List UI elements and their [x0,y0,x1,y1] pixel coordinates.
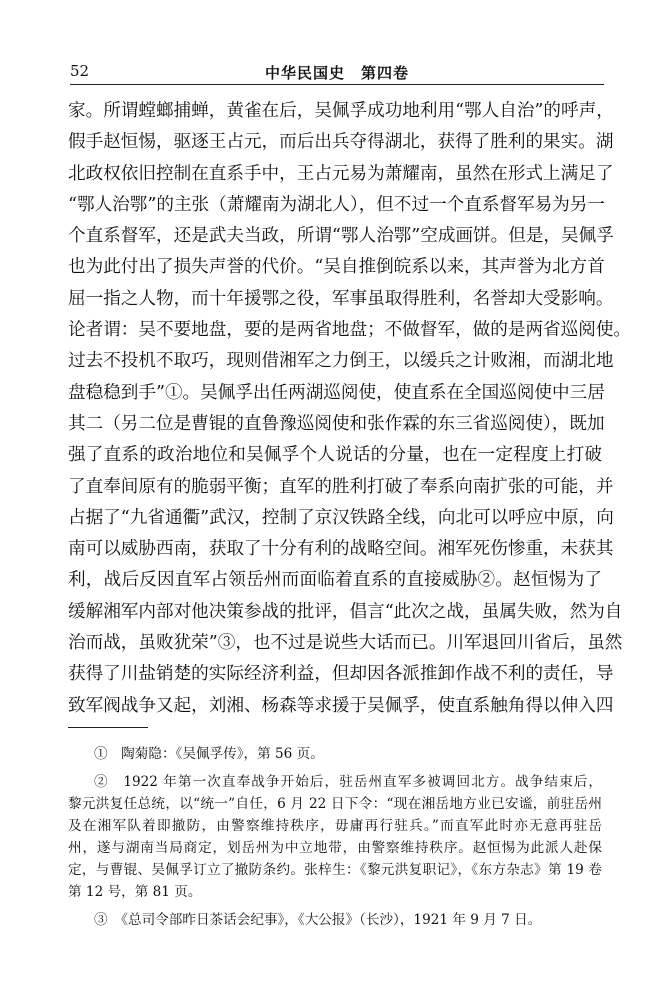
footnote-divider [68,727,148,728]
text-line: 过去不投机不取巧，现则借湘军之力倒王，以缓兵之计败湘，而湖北地 [68,351,614,372]
text-line: “鄂人治鄂”的主张（萧耀南为湖北人），但不过一个直系督军易为另一 [68,194,606,215]
text-line: 利，战后反因直军占领岳州而面临着直系的直接威胁②。赵恒惕为了 [68,570,602,591]
footnote-2-line: 州，遂与湖南当局商定，划岳州为中立地带，由警察维持秩序。赵恒惕为此派人赴保 [68,840,602,856]
text-line: 获得了川盐销楚的实际经济利益，但却因各派推卸作战不利的责任，导 [68,664,614,685]
page-header [70,62,604,85]
footnote-2-line: 第 12 号，第 81 页。 [68,884,202,900]
footnote-2-line: 黎元洪复任总统，以“统一”自任，6 月 22 日下令：“现在湘岳地方业已安谧，前驻岳州 [68,796,602,812]
text-line: 也为此付出了损失声誉的代价。“吴自推倒皖系以来，其声誉为北方首 [68,257,605,278]
text-line: 占据了“九省通衢”武汉，控制了京汉铁路全线，向北可以呼应中原，向 [68,507,614,528]
main-text [68,96,632,722]
footnote-2-line: 及在湘军队着即撤防，由警察维持秩序，毋庸再行驻兵。”而直军此时亦无意再驻岳 [68,818,602,834]
text-line: 其二（另二位是曹锟的直鲁豫巡阅使和张作霖的东三省巡阅使），既加 [68,413,605,434]
text-line: 了直奉间原有的脆弱平衡；直军的胜利打破了奉系向南扩张的可能，并 [68,476,614,497]
text-line: 盘稳稳到手”①。吴佩孚出任两湖巡阅使，使直系在全国巡阅使中三居 [68,382,605,403]
footnotes [68,743,602,931]
text-line: 个直系督军，还是武夫当政，所谓“鄂人治鄂”空成画饼。但是，吴佩孚 [68,226,614,247]
text-line: 家。所谓螳螂捕蝉，黄雀在后，吴佩孚成功地利用“鄂人自治”的呼声， [68,101,614,121]
footnote-2-line: ② 1922 年第一次直奉战争开始后，驻岳州直军多被调回北方。战争结束后， [94,774,602,790]
text-line: 假手赵恒惕，驱逐王占元，而后出兵夺得湖北，获得了胜利的果实。湖 [68,132,614,153]
running-title: 中华民国史 第四卷 [264,64,409,82]
text-line: 北政权依旧控制在直系手中，王占元易为萧耀南，虽然在形式上满足了 [68,163,614,184]
footnote-2-line: 定，与曹锟、吴佩孚订立了撤防条约。张梓生：《黎元洪复职记》，《东方杂志》第 19 卷 [68,862,602,878]
text-line: 治而战，虽败犹荣”③，也不过是说些大话而已。川军退回川省后，虽然 [68,633,623,654]
text-line: 南可以威胁西南，获取了十分有利的战略空间。湘军死伤惨重，未获其 [68,539,614,560]
footnote-3: ③ 《总司令部昨日茶话会纪事》，《大公报》（长沙），1921 年 9 月 7 日。 [94,912,542,928]
page-number: 52 [70,62,90,80]
text-line: 屈一指之人物，而十年援鄂之役，军事虽取得胜利，名誉却大受影响。 [68,288,614,309]
footnote-1: ① 陶菊隐：《吴佩孚传》，第 56 页。 [94,746,324,762]
text-line: 强了直系的政治地位和吴佩孚个人说话的分量，也在一定程度上打破 [68,445,602,466]
text-line: 论者谓：吴不要地盘，要的是两省地盘；不做督军，做的是两省巡阅使。 [68,320,632,341]
text-line: 缓解湘军内部对他决策参战的批评，倡言“此次之战，虽属失败，然为自 [68,601,623,622]
text-line: 致军阀战争又起，刘湘、杨森等求援于吴佩孚，使直系触角得以伸入四 [68,695,614,716]
